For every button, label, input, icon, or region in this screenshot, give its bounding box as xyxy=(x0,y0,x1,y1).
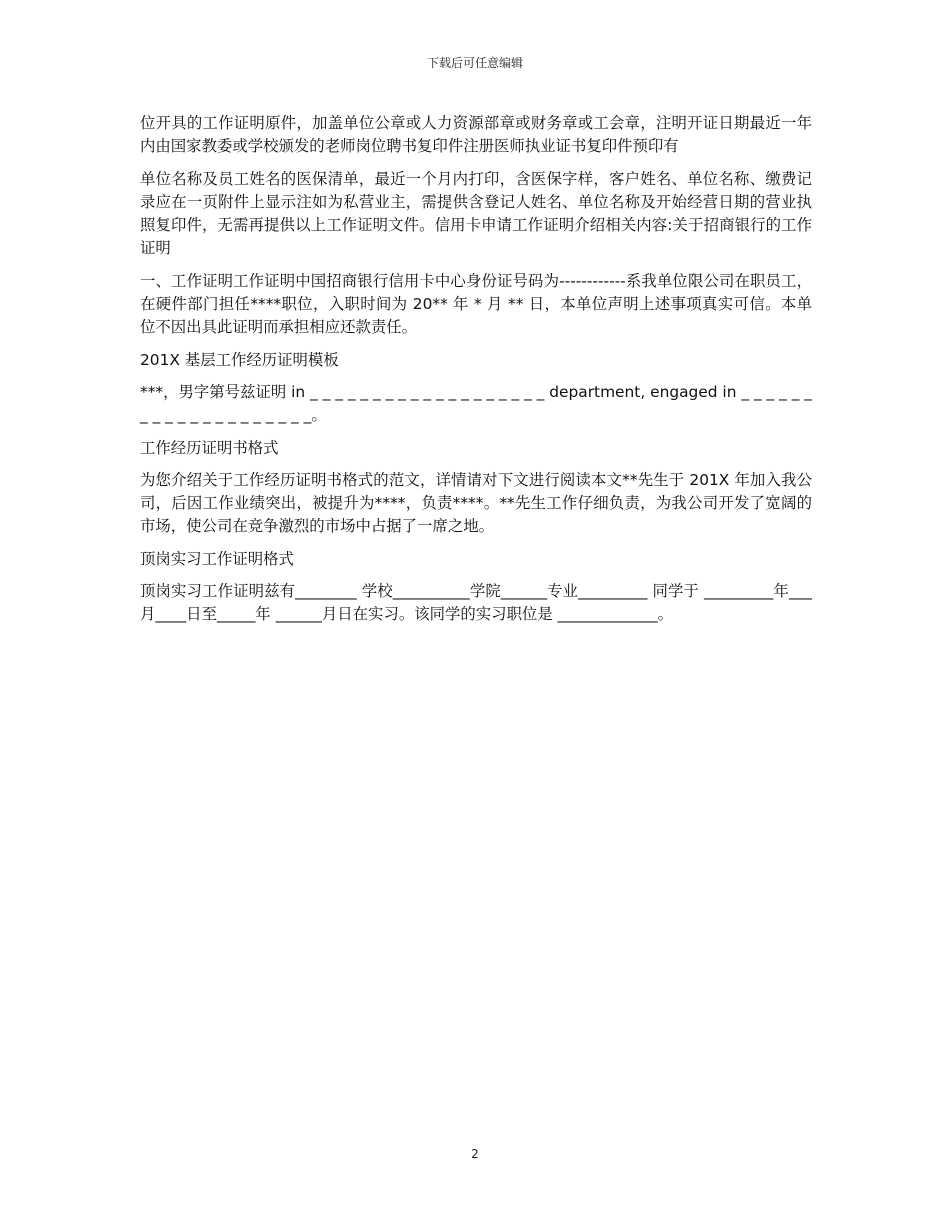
page-number: 2 xyxy=(471,1147,479,1161)
paragraph-cmb-work-certificate: 一、工作证明工作证明中国招商银行信用卡中心身份证号码为------------系我单位限公司在职员工，在硬件部门担任****职位，入职时间为 20** 年 * 月 ** 日，本单位声明上述事项真实可信。本单位不因出具此证明而承担相应还款责任。 xyxy=(140,272,812,336)
document-body xyxy=(140,112,812,636)
heading-internship-certificate-format: 顶岗实习工作证明格式 xyxy=(140,550,294,568)
paragraph-grassroots-experience-proof: ***，男字第号兹证明 in _ _ _ _ _ _ _ _ _ _ _ _ _ _ _ _ _ _ _ department, engaged in _ _ _ _ _ _ _ _ _ _ _ _ _ _ _ _ _ _ _ _。 xyxy=(140,383,812,424)
paragraph-employment-proof-requirements: 位开具的工作证明原件，加盖单位公章或人力资源部章或财务章或工会章，注明开证日期最近一年内由国家教委或学校颁发的老师岗位聘书复印件注册医师执业证书复印件预印有 xyxy=(140,114,812,155)
paragraph-work-experience-sample: 为您介绍关于工作经历证明书格式的范文，详情请对下文进行阅读本文**先生于 201X 年加入我公司，后因工作业绩突出，被提升为****，负责****。**先生工作仔细负责，为我公司开发了宽阔的市场，使公司在竞争激烈的市场中占据了一席之地。 xyxy=(140,471,812,535)
heading-work-experience-format: 工作经历证明书格式 xyxy=(140,439,279,457)
paragraph-insurance-list-requirements: 单位名称及员工姓名的医保清单，最近一个月内打印，含医保字样，客户姓名、单位名称、缴费记录应在一页附件上显示注如为私营业主，需提供含登记人姓名、单位名称及开始经营日期的营业执照复印件，无需再提供以上工作证明文件。信用卡申请工作证明介绍相关内容:关于招商银行的工作证明 xyxy=(140,170,812,257)
heading-grassroots-experience-template: 201X 基层工作经历证明模板 xyxy=(140,351,339,369)
paragraph-internship-certificate: 顶岗实习工作证明兹有________ 学校__________学院______专业_________ 同学于 _________年___月____日至_____年 ______月日在实习。该同学的实习职位是 _____________。 xyxy=(140,582,812,623)
header-note: 下载后可任意编辑 xyxy=(426,56,523,70)
